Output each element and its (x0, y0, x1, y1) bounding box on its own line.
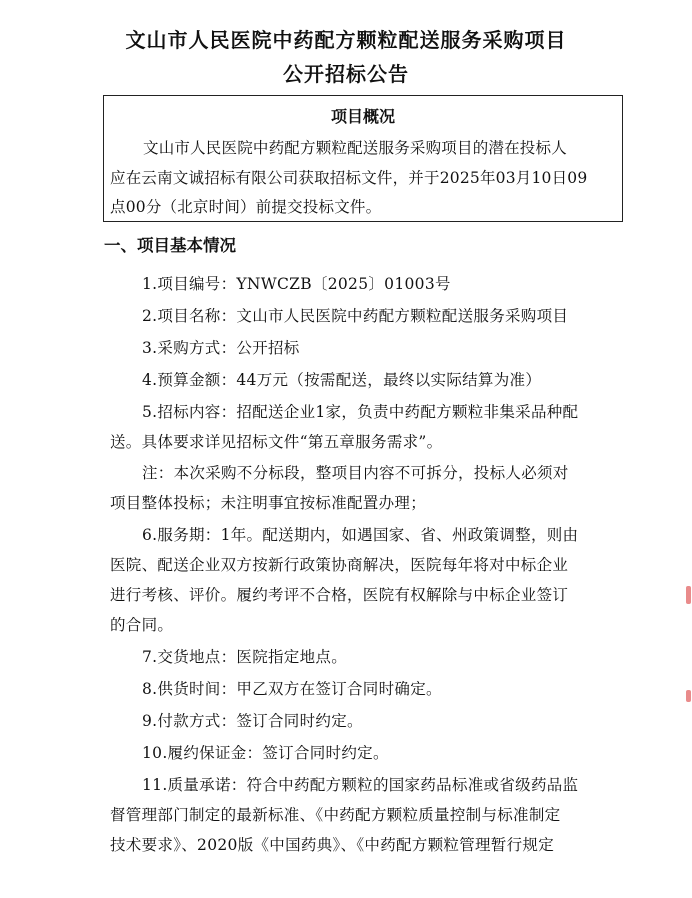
overview-line: 应在云南文诚招标有限公司获取招标文件，并于2025年03月10日09 (110, 169, 588, 187)
item-tender-content-cont: 送。具体要求详见招标文件“第五章服务需求”。 (110, 433, 443, 451)
item-service-period-cont: 的合同。 (110, 616, 174, 634)
note-line: 注：本次采购不分标段，整项目内容不可拆分，投标人必须对 (142, 464, 569, 482)
overview-heading: 项目概况 (330, 107, 395, 126)
scan-artifact (686, 586, 691, 604)
item-delivery-location: 7.交货地点：医院指定地点。 (142, 648, 347, 666)
document-title: 文山市人民医院中药配方颗粒配送服务采购项目 (125, 28, 567, 52)
item-quality-commitment: 11.质量承诺：符合中药配方颗粒的国家药品标准或省级药品监 (142, 776, 579, 794)
overview-line: 文山市人民医院中药配方颗粒配送服务采购项目的潜在投标人 (143, 139, 567, 157)
item-budget: 4.预算金额：44万元（按需配送，最终以实际结算为准） (142, 371, 542, 389)
item-supply-time: 8.供货时间：甲乙双方在签订合同时确定。 (142, 680, 442, 698)
item-project-name: 2.项目名称：文山市人民医院中药配方颗粒配送服务采购项目 (142, 307, 569, 325)
item-tender-content: 5.招标内容：招配送企业1家，负责中药配方颗粒非集采品种配 (142, 403, 579, 421)
section-heading: 一、项目基本情况 (104, 236, 236, 255)
item-service-period: 6.服务期：1年。配送期内，如遇国家、省、州政策调整，则由 (142, 526, 579, 544)
item-service-period-cont: 医院、配送企业双方按新行政策协商解决，医院每年将对中标企业 (110, 556, 569, 574)
item-quality-commitment-cont: 督管理部门制定的最新标准、《中药配方颗粒质量控制与标准制定 (110, 806, 561, 824)
note-line-cont: 项目整体投标；未注明事宜按标准配置办理； (110, 494, 427, 512)
item-performance-bond: 10.履约保证金：签订合同时约定。 (142, 744, 389, 762)
document-subtitle: 公开招标公告 (283, 62, 409, 86)
item-procurement-method: 3.采购方式：公开招标 (142, 339, 300, 357)
item-project-number: 1.项目编号：YNWCZB〔2025〕01003号 (142, 275, 451, 293)
scan-artifact (686, 690, 691, 702)
item-service-period-cont: 进行考核、评价。履约考评不合格，医院有权解除与中标企业签订 (110, 586, 569, 604)
overview-line: 点00分（北京时间）前提交投标文件。 (110, 198, 382, 216)
item-payment-method: 9.付款方式：签订合同时约定。 (142, 712, 363, 730)
item-quality-commitment-cont: 技术要求》、2020版《中国药典》、《中药配方颗粒管理暂行规定 (110, 836, 554, 854)
